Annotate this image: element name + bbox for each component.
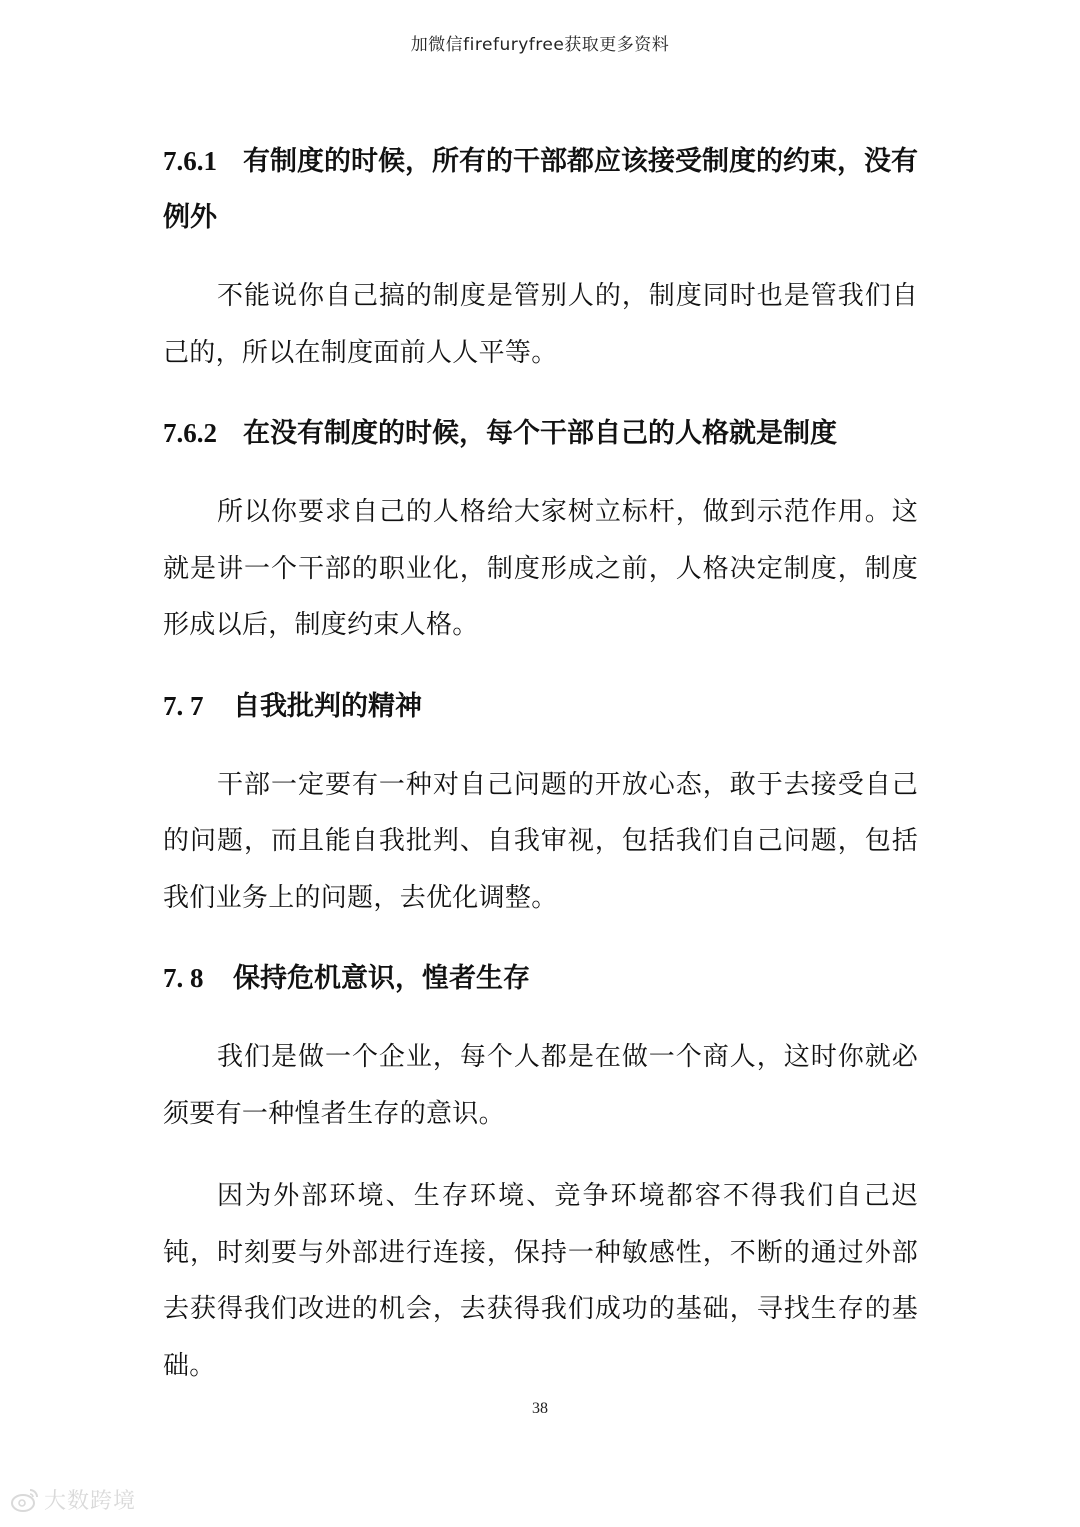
- page-number: 38: [532, 1400, 548, 1417]
- section-title: 在没有制度的时候，每个干部自己的人格就是制度: [243, 418, 837, 449]
- corner-watermark: [10, 1484, 136, 1515]
- section-heading-7-6-1: [163, 133, 918, 190]
- paragraph: 因为外部环境、生存环境、竞争环境都容不得我们自己迟钝，时刻要与外部进行连接，保持一种敏感性，不断的通过外部去获得我们改进的机会，去获得我们成功的基础，寻找生存的基础。: [163, 1181, 918, 1381]
- section-number: 7.6.2: [163, 418, 217, 448]
- section-title: 有制度的时候，所有的干部都应该接受制度的约束，没有: [243, 146, 918, 177]
- document-body: [163, 133, 918, 1394]
- paragraph: 所以你要求自己的人格给大家树立标杆，做到示范作用。这就是讲一个干部的职业化，制度形成之前，人格决定制度，制度形成以后，制度约束人格。: [163, 497, 918, 640]
- corner-watermark-text: 大数跨境: [44, 1489, 137, 1514]
- section-heading-7-6-1-continued: [163, 190, 918, 246]
- paragraph: 不能说你自己搞的制度是管别人的，制度同时也是管我们自己的，所以在制度面前人人平等。: [163, 281, 918, 368]
- section-title-continued: 例外: [163, 202, 217, 233]
- section-number: 7. 8: [163, 963, 204, 993]
- weibo-logo-icon: [10, 1487, 40, 1513]
- section-number: 7. 7: [163, 690, 204, 721]
- section-title: 自我批判的精神: [233, 690, 422, 722]
- section-title: 保持危机意识，惶者生存: [233, 963, 530, 994]
- section-number: 7.6.1: [163, 146, 217, 176]
- top-watermark: 加微信firefuryfree获取更多资料: [410, 35, 670, 55]
- paragraph: 我们是做一个企业，每个人都是在做一个商人，这时你就必须要有一种惶者生存的意识。: [163, 1042, 918, 1129]
- paragraph: 干部一定要有一种对自己问题的开放心态，敢于去接受自己的问题，而且能自我批判、自我审视，包括我们自己问题，包括我们业务上的问题，去优化调整。: [163, 769, 918, 913]
- section-heading-7-8: [163, 950, 918, 1007]
- section-heading-7-7: [163, 678, 918, 735]
- section-heading-7-6-2: [163, 405, 918, 462]
